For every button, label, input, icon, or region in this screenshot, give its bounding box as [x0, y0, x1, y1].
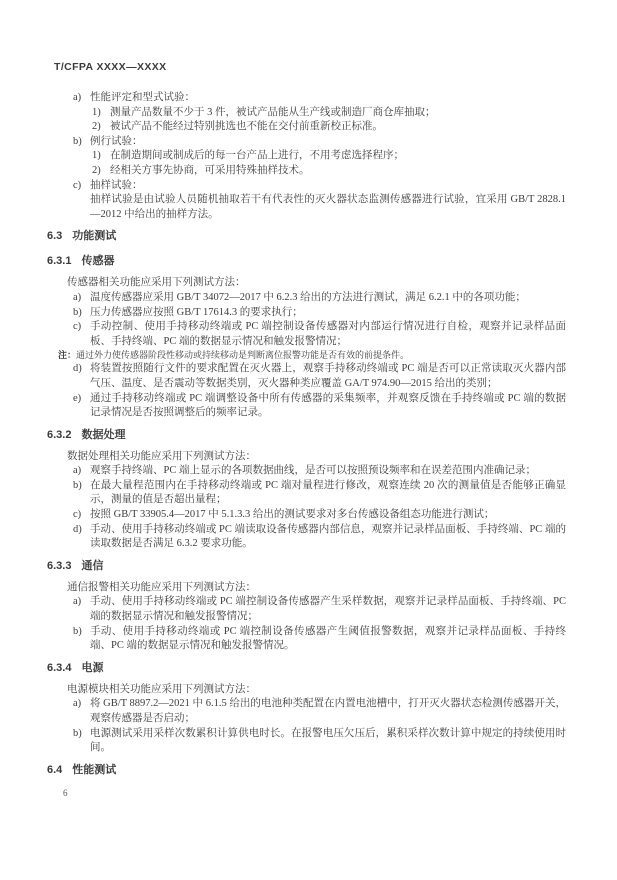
list-item	[47, 291, 566, 306]
list-item	[47, 149, 566, 164]
section-intro: 通信报警相关功能应采用下列测试方法：	[67, 581, 256, 593]
list-item-label: a)	[73, 596, 82, 608]
list-item-label: b)	[73, 135, 82, 147]
list-item-text: 抽样试验是由试验人员随机抽取若干有代表性的灭火器状态监测传感器进行试验，宜采用 GB/T 2828.1—2012 中给出的抽样方法。	[90, 194, 566, 220]
list-item-text: 手动、使用手持移动终端或 PC 端控制设备传感器产生采样数据，观察并记录样品面板、手持终端、PC 端的数据显示情况和触发报警情况；	[90, 596, 566, 623]
list-item	[47, 179, 566, 194]
list-item-label: 2)	[92, 121, 101, 133]
list-item-label: e)	[73, 392, 82, 404]
section-number: 6.3.4	[47, 661, 72, 674]
list-item-label: a)	[73, 698, 82, 710]
section-title: 传感器	[81, 255, 115, 268]
list-item-continuation	[47, 193, 566, 222]
list-item-text: 将装置按照随行文件的要求配置在灭火器上，观察手持移动终端或 PC 端是否可以正常读取灭火器内部气压、温度、是否震动等数据类别，灭火器种类应覆盖 GA/T 974.90—2015 给出的类别；	[90, 363, 566, 389]
list-item-text: 通过手持移动终端或 PC 端调整设备中所有传感器的采集频率，并观察反馈在手持终端或 PC 端的数据记录情况是否按照调整后的频率记录。	[90, 392, 566, 419]
list-item-text: 性能评定和型式试验：	[90, 92, 195, 103]
note-line	[58, 349, 566, 362]
list-item-text: 在最大量程范围内在手持移动终端或 PC 端对量程进行修改，观察连续 20 次的测量值是否能够正确显示，测量的值是否超出量程；	[90, 479, 566, 506]
list-item-text: 压力传感器应按照 GB/T 17614.3 的要求执行；	[90, 306, 303, 318]
list-item	[47, 164, 566, 179]
list-item-text: 经相关方事先协商，可采用特殊抽样技术。	[110, 164, 310, 176]
list-item-label: c)	[73, 509, 82, 521]
list-item-text: 温度传感器应采用 GB/T 34072—2017 中 6.2.3 给出的方法进行测试，满足 6.2.1 中的各项功能；	[90, 291, 526, 303]
list-item	[47, 727, 566, 756]
list-item	[47, 595, 566, 624]
list-item-text: 手动、使用手持移动终端或 PC 端读取设备传感器内部信息，观察并记录样品面板、手持终端、PC 端的读取数据是否满足 6.3.2 要求功能。	[90, 523, 566, 550]
section-number: 6.3	[47, 230, 63, 243]
section-title: 通信	[81, 559, 104, 572]
list-item-label: b)	[73, 479, 82, 491]
note-text: 通过外力使传感器阶段性移动或持续移动是判断离位报警功能是否有效的前提条件。	[76, 350, 410, 361]
note-label: 注：	[58, 350, 77, 361]
list-item	[47, 120, 566, 135]
list-item	[47, 625, 566, 654]
list-item-label: d)	[73, 523, 82, 535]
section-number: 6.4	[47, 763, 63, 776]
list-item-text: 被试产品不能经过特别挑选也不能在交付前重新校正标准。	[110, 121, 383, 133]
list-item-label: b)	[73, 306, 82, 318]
section-intro: 数据处理相关功能应采用下列测试方法：	[67, 450, 256, 462]
section-title: 功能测试	[72, 230, 117, 243]
page-number: 6	[63, 787, 68, 798]
list-item-label: c)	[73, 321, 82, 333]
list-item-label: b)	[73, 625, 82, 637]
list-item-label: 1)	[92, 106, 101, 118]
list-item-label: a)	[73, 465, 82, 477]
section-title: 电源	[81, 661, 104, 674]
list-item-text: 按照 GB/T 33905.4—2017 中 5.1.3.3 给出的测试要求对多台传感设备组态功能进行测试；	[90, 509, 495, 521]
list-item-text: 手动、使用手持移动终端或 PC 端控制设备传感器产生阈值报警数据，观察并记录样品面板、手持终端、PC 端的数据显示情况和触发报警情况。	[90, 625, 566, 652]
section-intro: 传感器相关功能应采用下列测试方法：	[67, 277, 246, 289]
section-number: 6.3.1	[47, 255, 72, 268]
list-item-label: a)	[73, 291, 82, 303]
section-title: 性能测试	[72, 763, 117, 776]
list-item-text: 抽样试验：	[90, 179, 143, 191]
list-item	[47, 135, 566, 150]
list-item	[47, 106, 566, 121]
list-item-text: 在制造期间或制成后的每一台产品上进行，不用考虑选择程序；	[110, 150, 404, 162]
section-title: 数据处理	[81, 428, 126, 441]
list-item-label: d)	[73, 363, 82, 375]
section-intro: 电源模块相关功能应采用下列测试方法：	[67, 683, 256, 695]
list-item	[47, 479, 566, 508]
section-heading-6-3-4	[47, 661, 566, 676]
list-item-label: 2)	[92, 164, 101, 176]
page-content	[47, 60, 566, 800]
list-item-text: 观察手持终端、PC 端上显示的各项数据曲线，是否可以按照预设频率和在误差范围内准确记录；	[90, 465, 536, 477]
list-item	[47, 697, 566, 726]
list-item-text: 例行试验：	[90, 135, 143, 147]
list-item-label: a)	[73, 92, 82, 103]
section-heading-6-3-2	[47, 428, 566, 443]
section-number: 6.3.3	[47, 559, 72, 572]
list-item-text: 电源测试采用采样次数累积计算供电时长。在报警电压欠压后，累积采样次数计算中规定的持续使用时间。	[90, 727, 566, 754]
list-item	[47, 362, 566, 391]
list-item	[47, 464, 566, 479]
section-heading-6-3-3	[47, 559, 566, 574]
list-item-label: 1)	[92, 150, 101, 162]
list-item	[47, 523, 566, 552]
list-item-label: b)	[73, 727, 82, 739]
list-item	[47, 91, 566, 106]
list-item-text: 测量产品数量不少于 3 件，被试产品能从生产线或制造厂商仓库抽取；	[110, 106, 436, 118]
section-heading-6-4	[47, 763, 566, 778]
standard-number-header: T/CFPA XXXX—XXXX	[54, 61, 167, 73]
list-item	[47, 320, 566, 349]
section-heading-6-3-1	[47, 254, 566, 269]
list-item	[47, 392, 566, 421]
section-number: 6.3.2	[47, 428, 72, 441]
list-item-text: 将 GB/T 8897.2—2021 中 6.1.5 给出的电池种类配置在内置电池槽中，打开灭火器状态检测传感器开关，观察传感器是否启动；	[90, 698, 566, 724]
list-item	[47, 306, 566, 321]
list-item-text: 手动控制、使用手持移动终端或 PC 端控制设备传感器对内部运行情况进行自检，观察并记录样品面板、手持终端、PC 端的数据显示情况和触发报警情况；	[90, 321, 566, 347]
list-item-label: c)	[73, 179, 82, 191]
section-heading-6-3	[47, 229, 566, 244]
list-item	[47, 508, 566, 523]
